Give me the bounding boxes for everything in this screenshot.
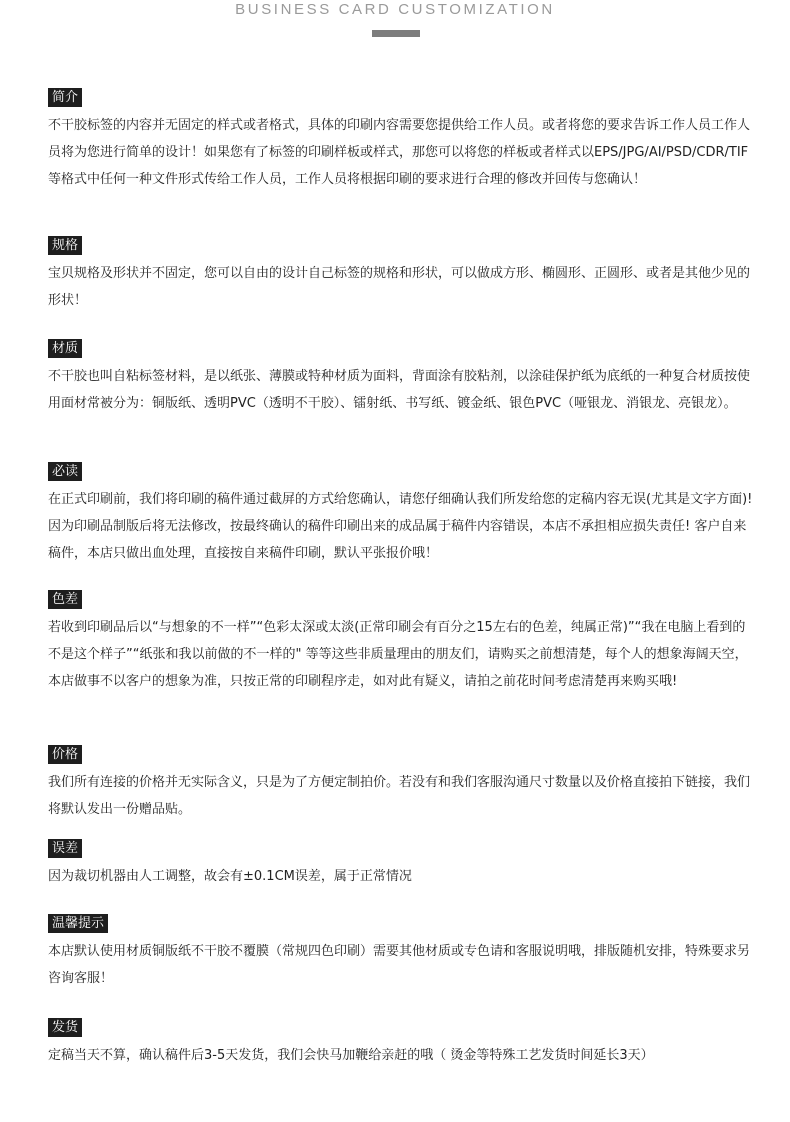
section-tag: 价格 [48,745,82,764]
section-material [48,337,753,417]
section-body: 因为裁切机器由人工调整，故会有±0.1CM误差，属于正常情况 [48,869,412,884]
section-tag: 必读 [48,462,82,481]
section-body: 不干胶也叫自粘标签材料，是以纸张、薄膜或特种材质为面料，背面涂有胶粘剂，以涂硅保护纸为底纸的一种复合材质按使用面材常被分为：铜版纸、透明PVC（透明不干胶）、镭射纸、书写纸、镀金纸、银色PVC（哑银龙、消银龙、亮银龙）。 [48,369,751,411]
section-color-diff [48,588,753,695]
section-body: 在正式印刷前，我们将印刷的稿件通过截屏的方式给您确认，请您仔细确认我们所发给您的定稿内容无误(尤其是文字方面)!因为印刷品制版后将无法修改，按最终确认的稿件印刷出来的成品属于稿件内容错误，本店不承担相应损失责任! 客户自来稿件，本店只做出血处理，直接按自来稿件印刷，默认平张报价哦！ [48,492,753,561]
section-must-read [48,460,753,567]
section-body: 本店默认使用材质铜版纸不干胶不覆膜（常规四色印刷）需要其他材质或专色请和客服说明哦，排版随机安排，特殊要求另咨询客服！ [48,944,751,986]
section-body: 不干胶标签的内容并无固定的样式或者格式，具体的印刷内容需要您提供给工作人员。或者将您的要求告诉工作人员工作人员将为您进行简单的设计！如果您有了标签的印刷样板或样式，那您可以将您的样板或者样式以EPS/JPG/AI/PSD/CDR/TIF等格式中任何一种文件形式传给工作人员，工作人员将根据印刷的要求进行合理的修改并回传与您确认！ [48,118,751,187]
section-tips [48,912,753,992]
section-price [48,743,753,823]
section-body: 若收到印刷品后以“与想象的不一样”“色彩太深或太淡(正常印刷会有百分之15左右的色差，纯属正常)”“我在电脑上看到的不是这个样子”“纸张和我以前做的不一样的" 等等这些非质量理由的朋友们，请购买之前想清楚，每个人的想象海阔天空，本店做事不以客户的想象为准，只按正常的印刷程序走，如对此有疑义，请拍之前花时间考虑清楚再来购买哦! [48,620,748,689]
section-body: 宝贝规格及形状并不固定，您可以自由的设计自己标签的规格和形状，可以做成方形、椭圆形、正圆形、或者是其他少见的形状！ [48,266,751,308]
section-shipping [48,1016,753,1069]
section-tag: 材质 [48,339,82,358]
header-divider-bar [372,30,420,37]
page-header-title: BUSINESS CARD CUSTOMIZATION [235,1,555,18]
section-intro [48,86,753,193]
section-tag: 温馨提示 [48,914,108,933]
section-body: 定稿当天不算，确认稿件后3-5天发货，我们会快马加鞭给亲赶的哦（ 烫金等特殊工艺发货时间延长3天） [48,1048,654,1063]
section-tag: 色差 [48,590,82,609]
section-body: 我们所有连接的价格并无实际含义，只是为了方便定制拍价。若没有和我们客服沟通尺寸数量以及价格直接拍下链接，我们将默认发出一份赠品贴。 [48,775,751,817]
section-tag: 规格 [48,236,82,255]
section-tag: 误差 [48,839,82,858]
section-spec [48,234,753,314]
section-tag: 发货 [48,1018,82,1037]
section-tag: 简介 [48,88,82,107]
section-tolerance [48,837,753,890]
